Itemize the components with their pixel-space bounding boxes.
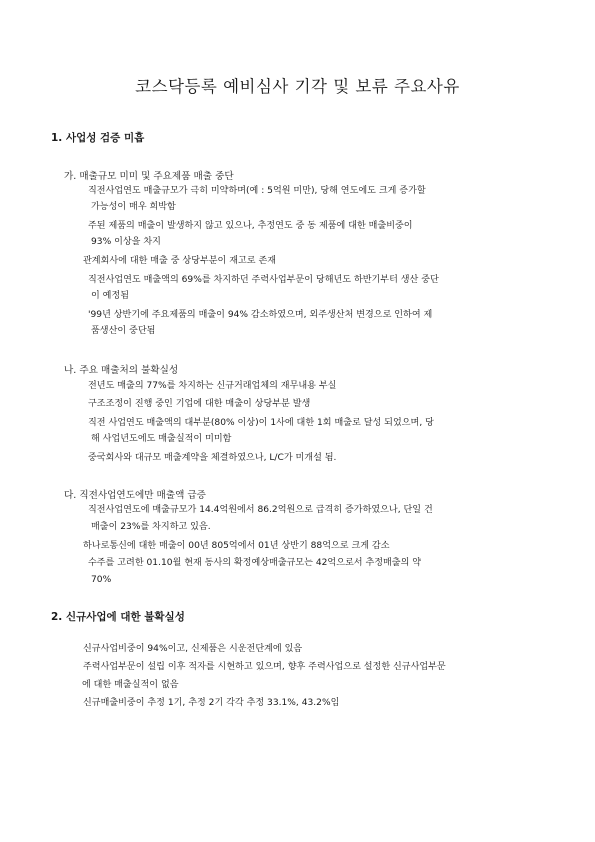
ga-line-2: 가능성이 매우 희박함 — [91, 202, 176, 212]
section-2-heading: 2. 신규사업에 대한 불확실성 — [51, 611, 185, 623]
s2-line-4: 신규매출비중이 추정 1기, 추정 2기 각각 추정 33.1%, 43.2%임 — [83, 698, 340, 708]
na-line-5: 중국회사와 대규모 매출계약을 체결하였으나, L/C가 미개설 됨. — [88, 453, 337, 463]
na-line-3: 직전 사업연도 매출액의 대부분(80% 이상)이 1사에 대한 1회 매출로 달성 되었으며, 당 — [88, 418, 434, 428]
s2-line-1: 신규사업비중이 94%이고, 신제품은 시운전단계에 있음 — [83, 644, 303, 654]
da-line-5: 70% — [91, 575, 112, 585]
da-line-4: 수주를 고려한 01.10월 현재 동사의 확정예상매출규모는 42억으로서 추정매출의 약 — [88, 558, 422, 568]
section-1-heading: 1. 사업성 검증 미흡 — [51, 132, 145, 144]
na-line-1: 전년도 매출의 77%를 차지하는 신규거래업체의 재무내용 부실 — [88, 381, 337, 391]
ga-line-5: 관계회사에 대한 매출 중 상당부분이 재고로 존재 — [83, 256, 277, 266]
ga-line-3: 주된 제품의 매출이 발생하지 않고 있으나, 추정연도 중 동 제품에 대한 매출비중이 — [88, 221, 413, 231]
ga-line-7: 이 예정됨 — [91, 291, 130, 301]
s2-line-2: 주력사업부문이 설립 이후 적자를 시현하고 있으며, 향후 주력사업으로 설정한 신규사업부문 — [83, 662, 446, 672]
subsection-da-heading: 다. 직전사업연도에만 매출액 급증 — [64, 490, 206, 501]
da-line-2: 매출이 23%를 차지하고 있음. — [91, 522, 211, 532]
subsection-na-heading: 나. 주요 매출처의 불확실성 — [64, 365, 179, 376]
s2-line-3: 에 대한 매출실적이 없음 — [82, 680, 179, 690]
ga-line-1: 직전사업연도 매출규모가 극히 미약하며(예 : 5억원 미만), 당해 연도에도 크게 증가할 — [88, 186, 426, 196]
subsection-ga-heading: 가. 매출규모 미미 및 주요제품 매출 중단 — [64, 171, 234, 182]
ga-line-9: 품생산이 중단됨 — [91, 326, 156, 336]
ga-line-8: '99년 상반기에 주요제품의 매출이 94% 감소하였으며, 외주생산처 변경으로 인하여 제 — [88, 310, 433, 320]
ga-line-6: 직전사업연도 매출액의 69%를 차지하던 주력사업부문이 당해년도 하반기부터 생산 중단 — [88, 275, 439, 285]
document-title: 코스닥등록 예비심사 기각 및 보류 주요사유 — [135, 77, 460, 96]
na-line-4: 해 사업년도에도 매출실적이 미미함 — [91, 434, 232, 444]
ga-line-4: 93% 이상을 차지 — [91, 237, 161, 247]
na-line-2: 구조조정이 진행 중인 기업에 대한 매출이 상당부분 발생 — [88, 399, 311, 409]
da-line-3: 하나로통신에 대한 매출이 00년 805억에서 01년 상반기 88억으로 크게 감소 — [83, 541, 390, 551]
da-line-1: 직전사업연도에 매출규모가 14.4억원에서 86.2억원으로 급격히 증가하였으나, 단일 건 — [88, 505, 433, 515]
